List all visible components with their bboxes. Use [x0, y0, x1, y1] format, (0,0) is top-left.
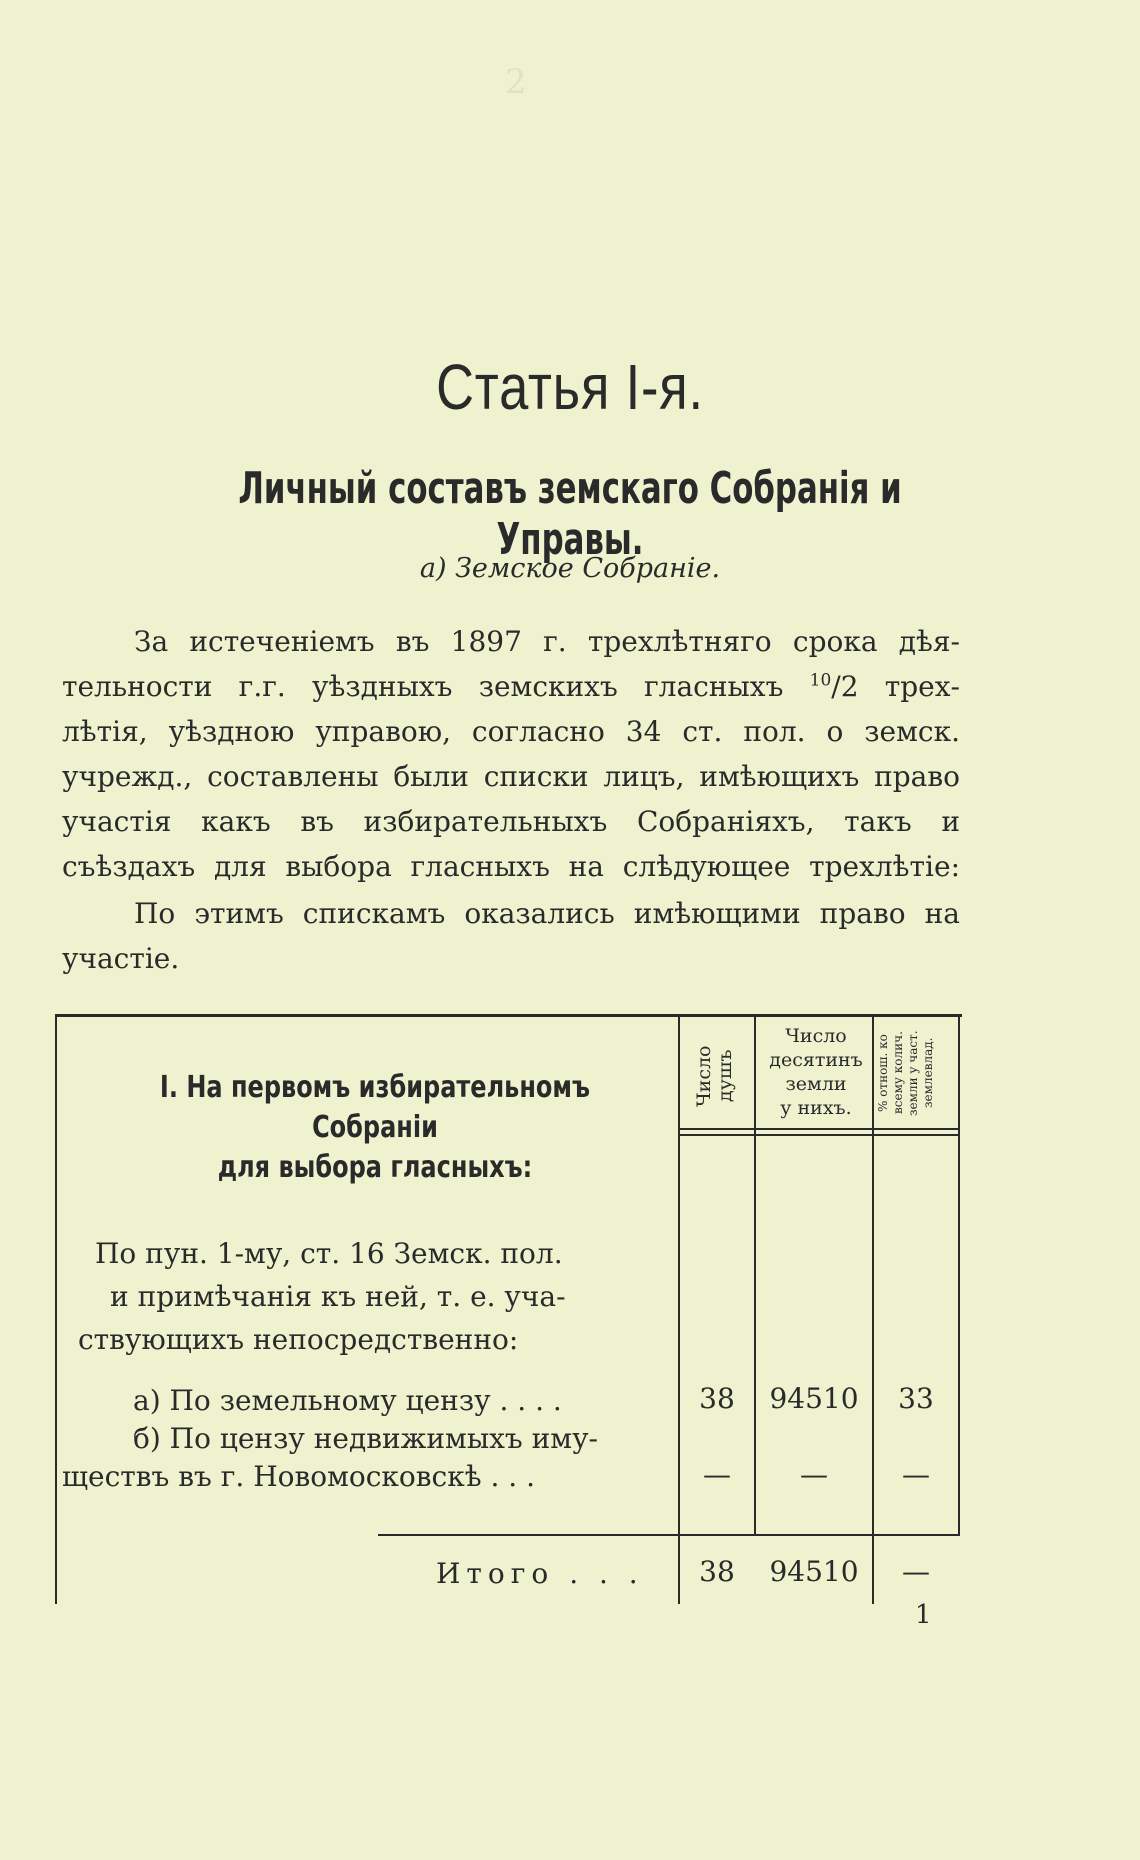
table-top-rule — [55, 1014, 962, 1017]
column-divider — [678, 1014, 680, 1604]
paragraph-line: лѣтія, уѣздною управою, согласно 34 ст. пол. о земск. — [62, 715, 960, 748]
paragraph-line: участіе. — [62, 942, 180, 975]
total-percent: — — [902, 1555, 930, 1588]
table-intro-line: По пун. 1-му, ст. 16 Земск. пол. — [95, 1237, 563, 1270]
table-intro-line: и примѣчанія къ ней, т. е. уча- — [110, 1280, 566, 1313]
paragraph-line: тельности г.г. уѣздныхъ земскихъ гласныхъ $^{10}$/2 трех- — [62, 670, 960, 703]
table-heading: I. На первомъ избирательномъ Собраніи для выбора гласныхъ: — [159, 1070, 591, 1185]
paragraph-line: За истеченіемъ въ 1897 г. трехлѣтняго срока дѣя- — [134, 625, 960, 658]
paragraph-line: съѣздахъ для выбора гласныхъ на слѣдующее трехлѣтіе: — [62, 850, 960, 883]
paragraph-line: учрежд., составлены были списки лицъ, имѣющихъ право — [62, 760, 960, 793]
column-header-desyatin: Число десятинъ земли у нихъ. — [769, 1025, 863, 1119]
page-subtitle: Личный составъ земскаго Собранія и Управы. — [238, 463, 902, 565]
total-rule — [378, 1534, 960, 1536]
signature-mark: 1 — [915, 1600, 932, 1630]
total-label: Итого . . . — [436, 1557, 644, 1590]
cell-desyatin: 94510 — [769, 1382, 859, 1415]
paragraph-line: участія какъ въ избирательныхъ Собраніяхъ, такъ и — [62, 805, 960, 838]
total-desyatin: 94510 — [769, 1555, 859, 1588]
cell-percent: 33 — [898, 1382, 934, 1415]
header-rule — [680, 1134, 960, 1136]
cell-percent: — — [902, 1458, 930, 1491]
table-right-border — [958, 1014, 960, 1534]
table-left-border — [55, 1014, 57, 1604]
table-intro-line: ствующихъ непосредственно: — [78, 1323, 519, 1356]
header-rule — [680, 1128, 960, 1130]
cell-souls: 38 — [699, 1382, 735, 1415]
page-number: 2 — [505, 62, 527, 102]
section-heading: а) Земское Собраніе. — [419, 553, 721, 584]
row-label: б) По цензу недвижимыхъ иму- — [133, 1422, 599, 1455]
paragraph-line: По этимъ спискамъ оказались имѣющими право на — [134, 897, 960, 930]
row-label: а) По земельному цензу . . . . — [133, 1384, 562, 1417]
cell-souls: — — [703, 1458, 731, 1491]
column-divider — [754, 1014, 756, 1534]
column-header-souls: Число душъ — [693, 1045, 736, 1107]
page-title: Статья І-я. — [436, 351, 704, 423]
column-header-percent: % отнош. ко всему колич. земли у част. землевлад. — [876, 1030, 935, 1116]
cell-desyatin: — — [800, 1458, 828, 1491]
row-label: ществъ въ г. Новомосковскѣ . . . — [62, 1460, 536, 1493]
total-souls: 38 — [699, 1555, 735, 1588]
